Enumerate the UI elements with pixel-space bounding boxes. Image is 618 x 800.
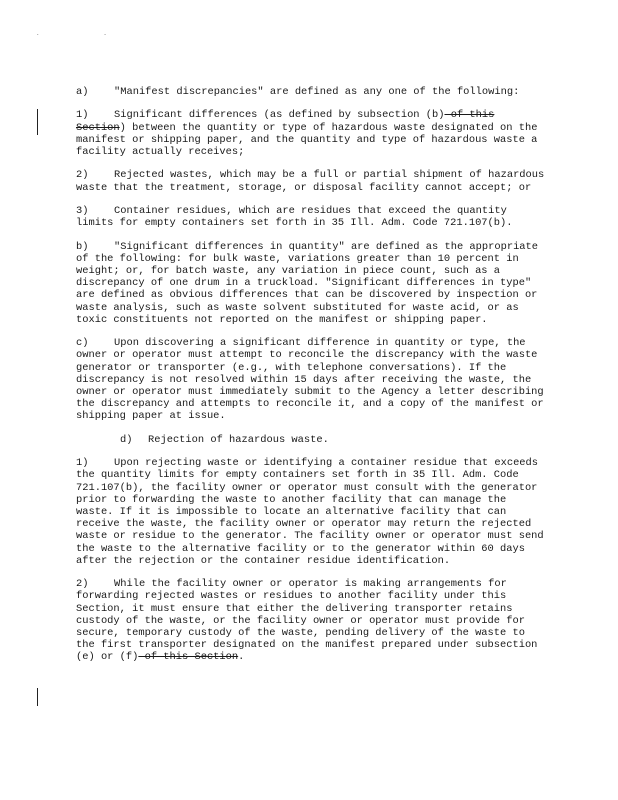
paragraph-a2 [76, 169, 546, 193]
paragraph-label: 1) [76, 457, 89, 470]
section-heading-d [76, 434, 546, 446]
paragraph-text: Container residues, which are residues that exceed the quantity limits for empty containers set forth in 35 Ill. Adm. Code 721.107(b). [76, 204, 513, 230]
paragraph-d1 [76, 457, 546, 567]
paragraph-c [76, 337, 546, 422]
paragraph-label: 2) [76, 169, 89, 182]
scan-specks: . . [36, 30, 137, 37]
paragraph-label: 3) [76, 204, 89, 217]
paragraph-text: "Significant differences in quantity" are defined as the appropriate of the following: for bulk waste, variations greater than 10 percent in weight; or, for batch waste, any variation in piece count, such as a discrepancy of one drum in a truckload. "Significant differences in type" are defined as obvious differences that can be discovered by inspection or waste analysis, such as waste solvent substituted for waste acid, or as toxic constituents not reported on the manifest or shipping paper. [76, 240, 539, 326]
paragraph-text: Upon rejecting waste or identifying a container residue that exceeds the quantity limits for empty containers set forth in 35 Ill. Adm. Code 721.107(b), the facility owner or operator must consult with the generator prior to forwarding the waste to another facility that can manage the waste. If it is impossible to locate an alternative facility that can receive the waste, the facility owner or operator may return the rejected waste or residue to the generator. The facility owner or operator must send the waste to the alternative facility or to the generator within 60 days after the rejection or the container residue identification. [76, 457, 544, 567]
paragraph-label: a) [76, 86, 89, 98]
paragraph-label: 2) [76, 578, 89, 591]
paragraph-label: b) [76, 240, 89, 253]
paragraph-text: Rejected wastes, which may be a full or partial shipment of hazardous waste that the treatment, storage, or disposal facility cannot accept; or [76, 169, 545, 194]
paragraph-label: 1) [76, 109, 89, 122]
heading-label: d) [120, 433, 133, 446]
paragraph-a1 [76, 109, 546, 158]
change-bar-top [37, 109, 38, 135]
paragraph-a3 [76, 205, 546, 229]
paragraph-label: c) [76, 337, 89, 350]
paragraph-d2 [76, 578, 546, 663]
paragraph-b [76, 241, 546, 326]
struck-text: of this Section [76, 109, 495, 134]
document-body [76, 86, 546, 675]
paragraph-a [76, 86, 546, 98]
paragraph-text: While the facility owner or operator is making arrangements for forwarding rejected wastes or residues to another facility under this Section, it must ensure that either the delivering transporter retains custody of the waste, or the facility owner or operator must provide for secure, temporary custody of the waste, pending delivery of the waste to the first transporter designated on the manifest prepared under subsection (e) or (f) [76, 578, 538, 664]
paragraph-text: Upon discovering a significant difference in quantity or type, the owner or operator must attempt to reconcile the discrepancy with the waste generator or transporter (e.g., with telephone conversations). If the discrepancy is not resolved within 15 days after receiving the waste, the owner or operator must immediately submit to the Agency a letter describing the discrepancy and attempts to reconcile it, and a copy of the manifest or shipping paper at issue. [76, 337, 544, 423]
paragraph-text: Significant differences (as defined by subsection (b) [114, 109, 445, 122]
paragraph-text-cont: . [238, 651, 245, 664]
paragraph-text: "Manifest discrepancies" are defined as any one of the following: [114, 86, 520, 98]
heading-text: Rejection of hazardous waste. [148, 433, 329, 446]
change-bar-bottom [37, 688, 38, 706]
struck-text: of this Section [138, 651, 239, 664]
paragraph-text-cont: ) between the quantity or type of hazardous waste designated on the manifest or shipping paper, and the quantity and type of hazardous waste a facility actually receives; [76, 121, 538, 158]
